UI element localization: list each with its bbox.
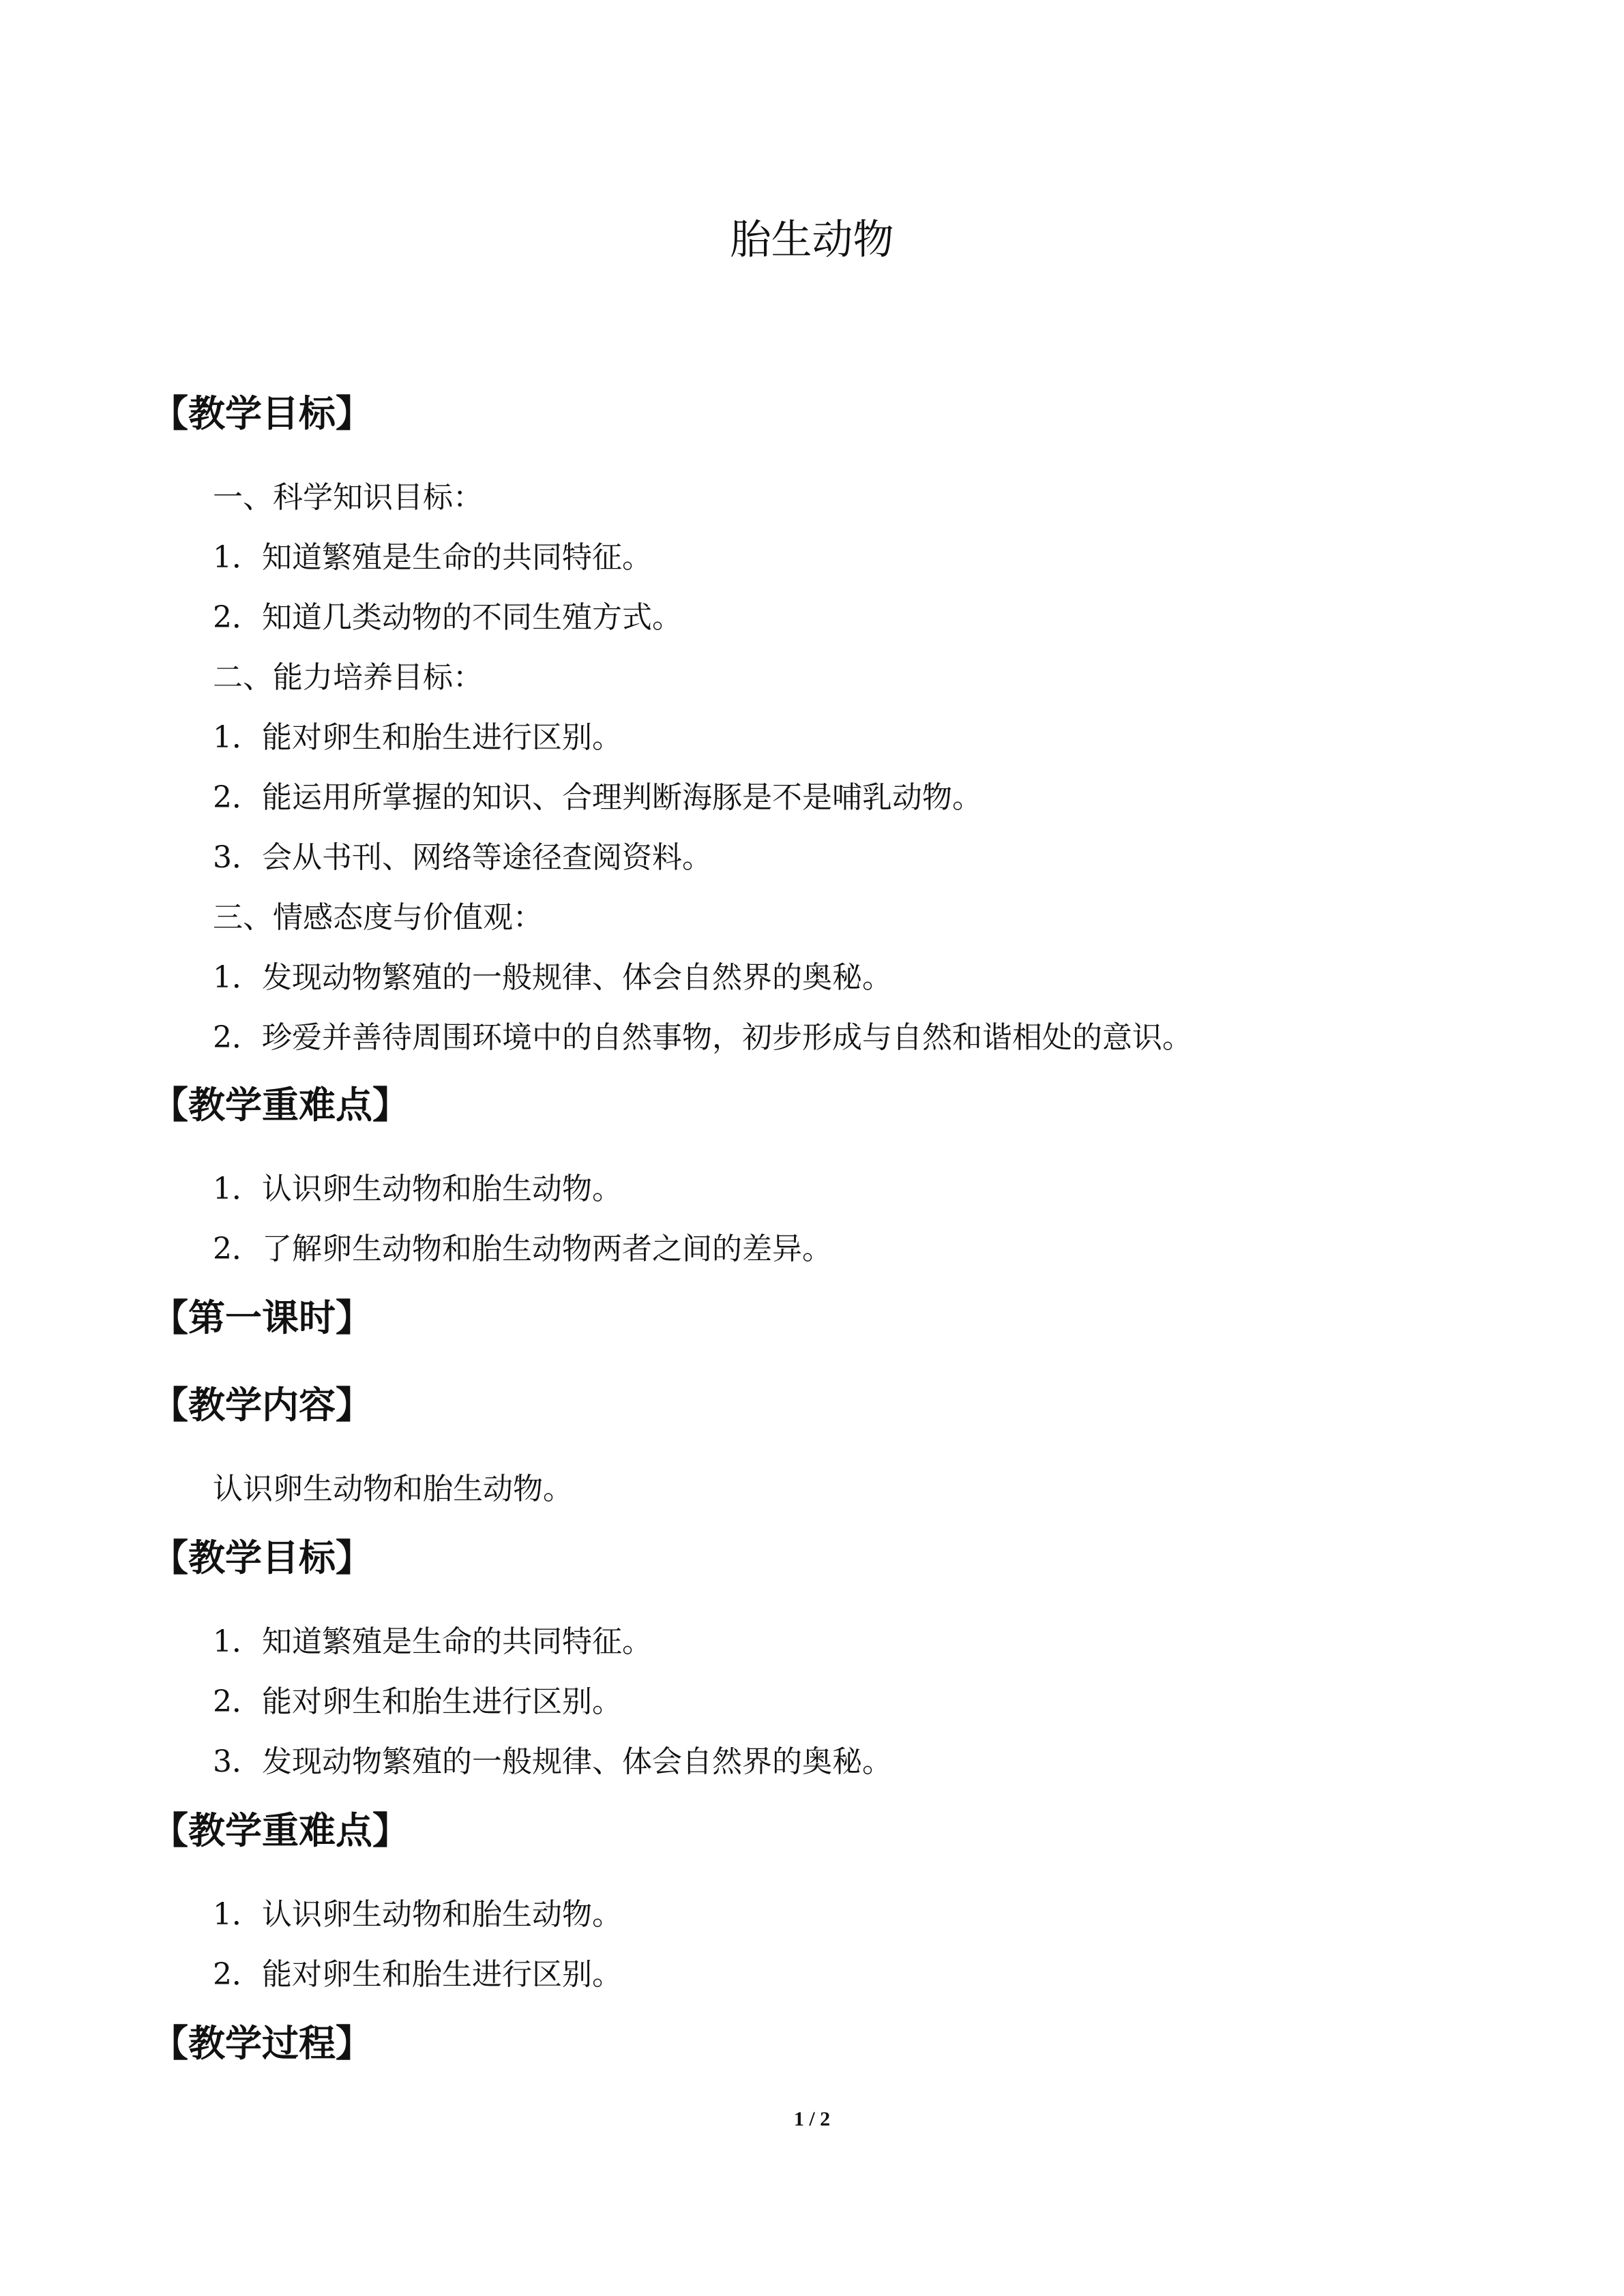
section-line: 2．知道几类动物的不同生殖方式。 — [213, 600, 682, 635]
section-line: 2．能对卵生和胎生进行区别。 — [213, 1957, 622, 1992]
section-line: 2．了解卵生动物和胎生动物两者之间的差异。 — [213, 1232, 832, 1266]
section-heading-teaching-content: 【教学内容】 — [151, 1384, 372, 1427]
section-heading-teaching-goals: 【教学目标】 — [151, 392, 372, 435]
section-line: 1．认识卵生动物和胎生动物。 — [213, 1172, 622, 1206]
section-line: 3．发现动物繁殖的一般规律、体会自然界的奥秘。 — [213, 1744, 892, 1779]
section-line: 2．能对卵生和胎生进行区别。 — [213, 1684, 622, 1719]
section-line: 2．能运用所掌握的知识、合理判断海豚是不是哺乳动物。 — [213, 780, 982, 815]
section-line: 1．认识卵生动物和胎生动物。 — [213, 1897, 622, 1932]
document-title: 胎生动物 — [730, 216, 894, 264]
page-number: 1 / 2 — [793, 2108, 831, 2130]
section-line: 1．知道繁殖是生命的共同特征。 — [213, 540, 652, 575]
section-line: 1．能对卵生和胎生进行区别。 — [213, 720, 622, 755]
section-line: 1．发现动物繁殖的一般规律、体会自然界的奥秘。 — [213, 960, 892, 995]
section-line: 2．珍爱并善待周围环境中的自然事物，初步形成与自然和谐相处的意识。 — [213, 1020, 1192, 1055]
section-line: 3．会从书刊、网络等途径查阅资料。 — [213, 840, 712, 875]
section-line: 三、情感态度与价值观： — [213, 900, 543, 935]
section-line: 认识卵生动物和胎生动物。 — [213, 1472, 573, 1506]
section-line: 一、科学知识目标： — [213, 480, 483, 515]
section-heading-key-points-2: 【教学重难点】 — [151, 1809, 409, 1852]
section-line: 1．知道繁殖是生命的共同特征。 — [213, 1624, 652, 1659]
section-heading-teaching-process: 【教学过程】 — [151, 2022, 372, 2065]
section-line: 二、能力培养目标： — [213, 660, 483, 695]
section-heading-first-lesson: 【第一课时】 — [151, 1296, 372, 1339]
section-heading-teaching-goals-2: 【教学目标】 — [151, 1536, 372, 1579]
section-heading-key-points: 【教学重难点】 — [151, 1084, 409, 1127]
